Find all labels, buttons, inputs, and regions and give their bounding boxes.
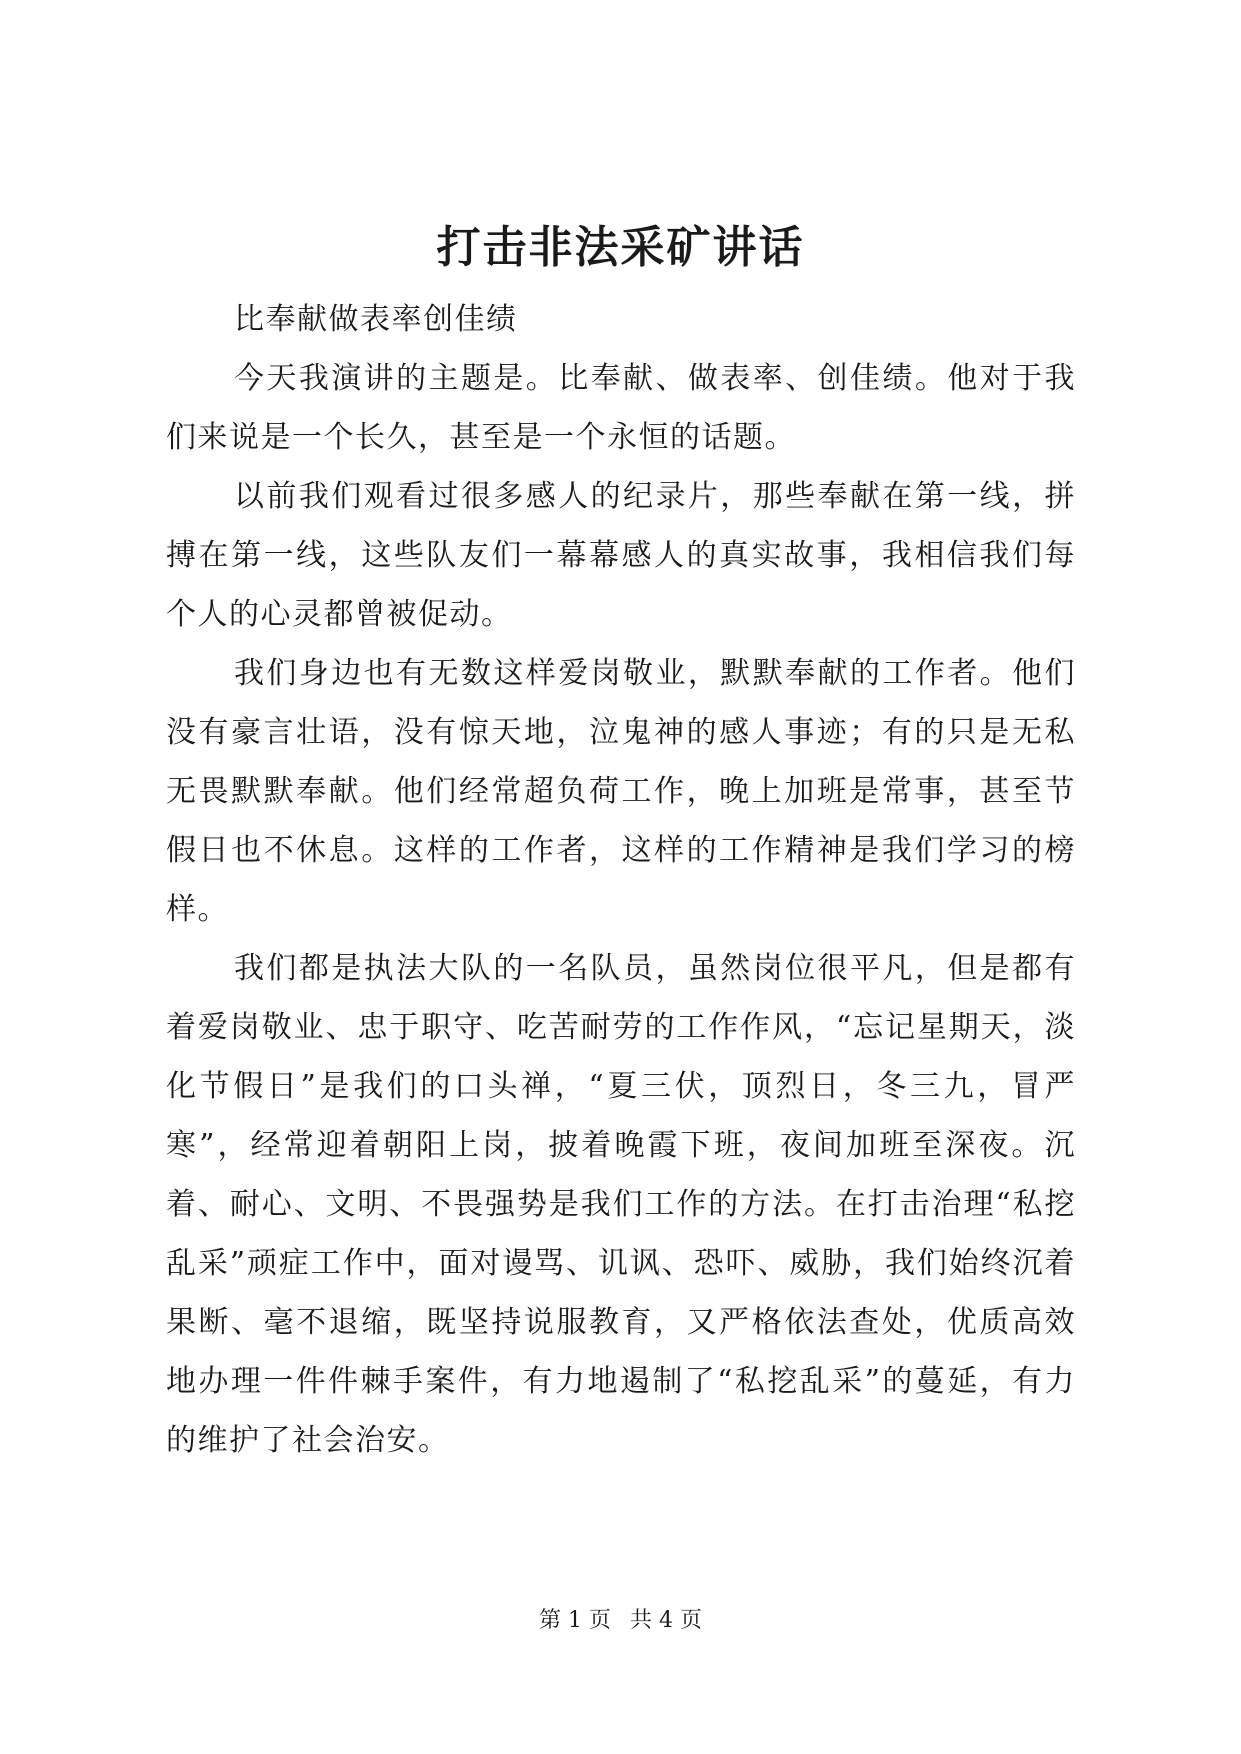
paragraph-subtitle: 比奉献做表率创佳绩 [234,302,518,337]
document-body [166,290,1076,1470]
page-footer [0,1606,1241,1636]
paragraph: 以前我们观看过很多感人的纪录片，那些奉献在第一线，拼搏在第一线，这些队友们一幕幕感人的真实故事，我相信我们每个人的心灵都曾被促动。 [166,479,1076,632]
page-number: 第 1 页 [539,1608,611,1633]
paragraph: 我们身边也有无数这样爱岗敬业，默默奉献的工作者。他们没有豪言壮语，没有惊天地，泣鬼神的感人事迹；有的只是无私无畏默默奉献。他们经常超负荷工作，晚上加班是常事，甚至节假日也不休息。这样的工作者，这样的工作精神是我们学习的榜样。 [166,656,1076,927]
paragraph: 我们都是执法大队的一名队员，虽然岗位很平凡，但是都有着爱岗敬业、忠于职守、吃苦耐劳的工作作风，“忘记星期天，淡化节假日”是我们的口头禅，“夏三伏，顶烈日，冬三九，冒严寒”，经常迎着朝阳上岗，披着晚霞下班，夜间加班至深夜。沉着、耐心、文明、不畏强势是我们工作的方法。在打击治理“私挖乱采”顽症工作中，面对谩骂、讥讽、恐吓、威胁，我们始终沉着果断、毫不退缩，既坚持说服教育，又严格依法查处，优质高效地办理一件件棘手案件，有力地遏制了“私挖乱采”的蔓延，有力的维护了社会治安。 [166,951,1076,1458]
paragraph: 今天我演讲的主题是。比奉献、做表率、创佳绩。他对于我们来说是一个长久，甚至是一个永恒的话题。 [166,361,1076,455]
document-title: 打击非法采矿讲话 [436,222,805,273]
page-total: 共 4 页 [630,1608,702,1633]
